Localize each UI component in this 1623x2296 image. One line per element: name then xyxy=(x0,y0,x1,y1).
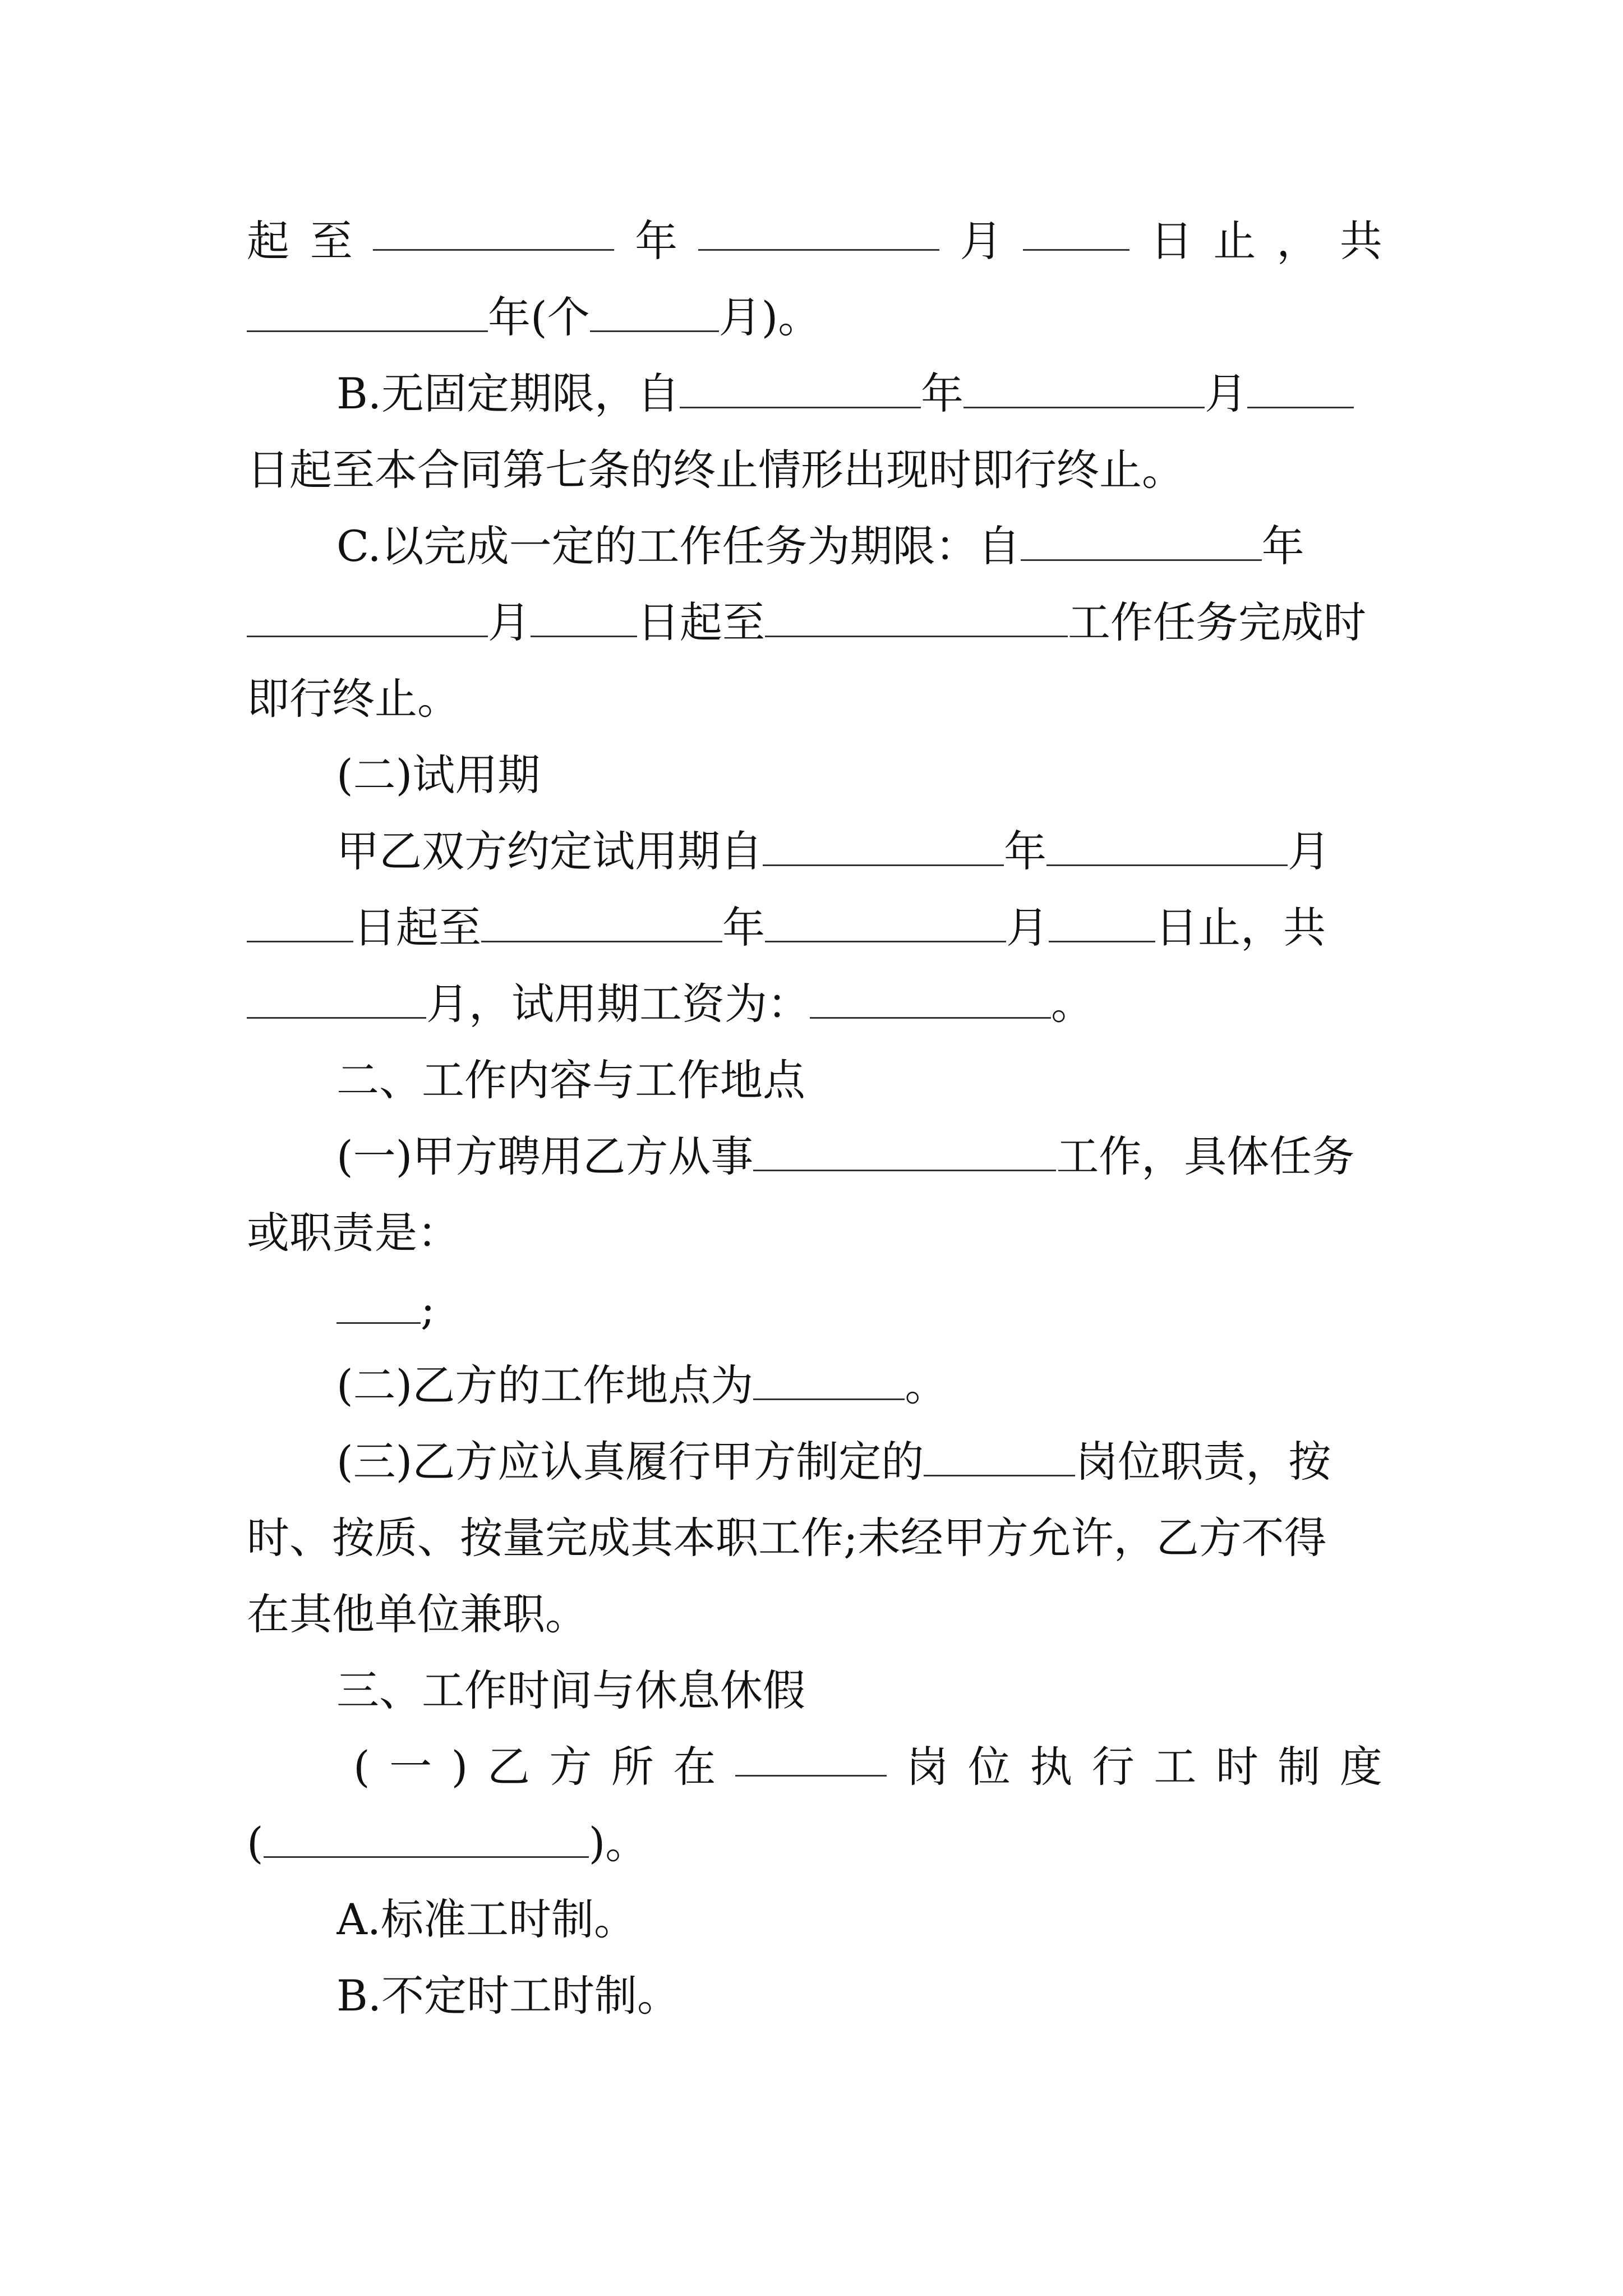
text-fragment: 日起至 xyxy=(637,597,765,647)
text-fragment: 岗 xyxy=(906,1742,949,1792)
text-fragment: 共 xyxy=(1339,216,1382,266)
text-fragment: 年 xyxy=(1004,826,1046,876)
text-fragment: (一)甲方聘用乙方从事 xyxy=(336,1131,754,1181)
text-fragment: 月 xyxy=(1205,369,1248,418)
text-line xyxy=(247,1815,1382,1871)
text-line xyxy=(336,1129,1382,1185)
text-fragment: 日 xyxy=(1150,216,1193,266)
text-line xyxy=(247,442,1382,498)
blank-field[interactable] xyxy=(698,213,939,251)
text-line xyxy=(247,289,1382,346)
text-fragment: 年 xyxy=(635,216,678,266)
text-fragment: )。 xyxy=(588,1818,648,1868)
text-fragment: 月 xyxy=(1006,903,1049,953)
text-fragment: 年 xyxy=(722,903,765,953)
blank-field[interactable] xyxy=(680,371,921,408)
text-line xyxy=(336,1434,1382,1490)
text-fragment: 年 xyxy=(1261,521,1304,571)
text-fragment: 。 xyxy=(1051,979,1094,1029)
text-fragment: 月 xyxy=(960,216,1003,266)
list-item xyxy=(336,1968,1382,2024)
text-fragment: 在其他单位兼职。 xyxy=(247,1589,588,1639)
text-fragment: 一 xyxy=(389,1742,432,1792)
blank-field[interactable] xyxy=(247,295,488,332)
text-fragment: 所 xyxy=(611,1742,654,1792)
text-line xyxy=(247,595,1382,651)
text-line xyxy=(353,1739,1382,1795)
text-fragment: 三、工作时间与休息休假 xyxy=(336,1665,805,1715)
text-fragment: 在 xyxy=(673,1742,716,1792)
text-line xyxy=(336,1358,1382,1414)
blank-field[interactable] xyxy=(1247,371,1354,408)
blank-field[interactable] xyxy=(753,1134,1056,1171)
text-fragment: 度 xyxy=(1339,1742,1382,1792)
text-fragment: 日止，共 xyxy=(1155,903,1326,953)
text-fragment: 月，试用期工资为： xyxy=(426,979,810,1029)
text-fragment: 或职责是： xyxy=(247,1208,460,1258)
text-fragment: ( xyxy=(353,1742,370,1792)
text-line xyxy=(247,1586,1382,1642)
blank-field[interactable] xyxy=(531,600,637,637)
blank-field[interactable] xyxy=(1021,523,1262,561)
blank-field[interactable] xyxy=(765,600,1068,637)
section-heading xyxy=(336,1052,1382,1108)
blank-field[interactable] xyxy=(373,213,614,251)
blank-field[interactable] xyxy=(924,1439,1075,1476)
text-fragment: 止 xyxy=(1213,216,1256,266)
text-fragment: 岗位职责，按 xyxy=(1075,1437,1331,1487)
text-fragment: 日起至本合同第七条的终止情形出现时即行终止。 xyxy=(247,445,1184,495)
text-fragment: 乙 xyxy=(487,1742,530,1792)
text-fragment: 工 xyxy=(1154,1742,1197,1792)
text-fragment: B.无固定期限，自 xyxy=(336,369,680,418)
section-heading xyxy=(336,1663,1382,1719)
text-fragment: 月)。 xyxy=(718,292,821,342)
blank-field[interactable] xyxy=(763,829,1004,866)
text-fragment: 方 xyxy=(549,1742,592,1792)
blank-field[interactable] xyxy=(1046,829,1288,866)
text-fragment: ; xyxy=(421,1284,435,1334)
blank-field[interactable] xyxy=(753,1363,905,1400)
text-fragment: 月 xyxy=(1288,826,1330,876)
blank-field[interactable] xyxy=(810,981,1051,1019)
text-fragment: 月 xyxy=(488,597,531,647)
text-fragment: B.不定时工时制。 xyxy=(336,1971,680,2021)
blank-field[interactable] xyxy=(1049,905,1155,942)
text-fragment: 工作任务完成时 xyxy=(1068,597,1366,647)
text-line xyxy=(247,976,1382,1032)
text-fragment: 至 xyxy=(310,216,353,266)
blank-field[interactable] xyxy=(765,905,1006,942)
text-fragment: 工作，具体任务 xyxy=(1056,1131,1355,1181)
blank-field[interactable] xyxy=(336,1286,421,1324)
text-fragment: 即行终止。 xyxy=(247,674,460,724)
text-fragment: 位 xyxy=(967,1742,1011,1792)
text-fragment: 行 xyxy=(1091,1742,1135,1792)
text-fragment: 甲乙双方约定试用期自 xyxy=(336,826,763,876)
text-fragment: (三)乙方应认真履行甲方制定的 xyxy=(336,1437,924,1487)
text-fragment: ( xyxy=(247,1818,264,1868)
text-fragment: 日起至 xyxy=(353,903,481,953)
text-line xyxy=(247,1205,1382,1261)
text-fragment: 年 xyxy=(921,369,964,418)
text-fragment: ) xyxy=(451,1742,468,1792)
text-line xyxy=(247,671,1382,727)
list-item xyxy=(336,1892,1382,1948)
text-line xyxy=(336,518,1382,574)
text-fragment: (二)乙方的工作地点为 xyxy=(336,1360,754,1410)
text-fragment: 。 xyxy=(905,1360,948,1410)
blank-field[interactable] xyxy=(264,1820,589,1858)
text-fragment: 时 xyxy=(1215,1742,1258,1792)
text-fragment: 制 xyxy=(1278,1742,1321,1792)
text-line xyxy=(336,366,1382,422)
blank-field[interactable] xyxy=(963,371,1205,408)
blank-field[interactable] xyxy=(590,295,719,332)
text-fragment: A.标准工时制。 xyxy=(336,1894,637,1944)
text-fragment: C.以完成一定的工作任务为期限：自 xyxy=(336,521,1021,571)
text-fragment: 年(个 xyxy=(488,292,590,342)
text-fragment: 时、按质、按量完成其本职工作;未经甲方允许，乙方不得 xyxy=(247,1513,1327,1563)
section-heading xyxy=(336,747,1382,803)
text-line xyxy=(336,823,1382,880)
text-fragment: (二)试用期 xyxy=(336,750,541,800)
text-fragment: 起 xyxy=(247,216,289,266)
text-fragment: ， xyxy=(1276,216,1320,266)
blank-field[interactable] xyxy=(247,905,353,942)
blank-field[interactable] xyxy=(735,1739,887,1777)
text-line xyxy=(336,1281,1382,1337)
blank-field[interactable] xyxy=(247,600,488,637)
text-line xyxy=(247,1510,1382,1566)
blank-field[interactable] xyxy=(1023,213,1129,251)
text-line xyxy=(247,900,1382,956)
blank-field[interactable] xyxy=(247,981,426,1019)
text-line xyxy=(247,213,1382,269)
text-fragment: 二、工作内容与工作地点 xyxy=(336,1055,805,1105)
text-fragment: 执 xyxy=(1030,1742,1073,1792)
blank-field[interactable] xyxy=(481,905,722,942)
